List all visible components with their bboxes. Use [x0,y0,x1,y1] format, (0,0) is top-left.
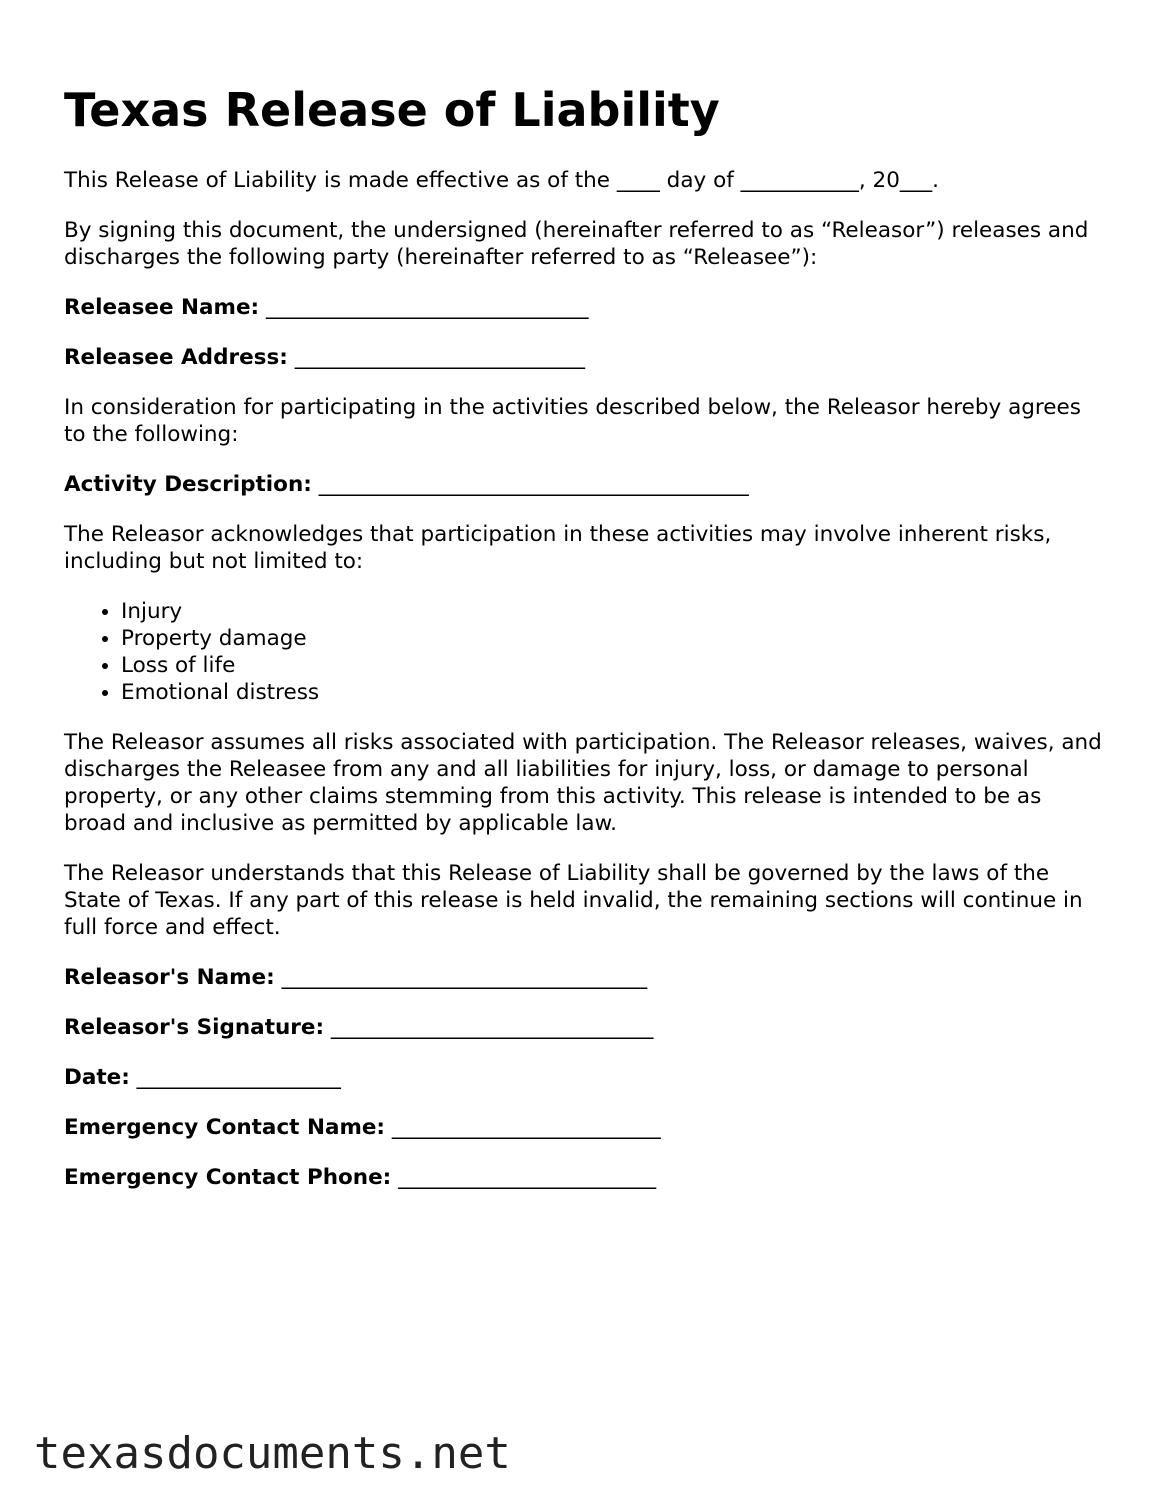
releasee-name-label: Releasee Name: [64,295,260,320]
emergency-contact-phone-field[interactable] [64,1164,1104,1191]
releasor-name-blank[interactable]: __________________________________ [281,965,648,990]
activity-description-blank[interactable]: ________________________________________ [318,472,749,497]
intro-parties-paragraph: By signing this document, the undersigned (hereinafter referred to as “Releasor”) releases and discharges the following party (hereinafter referred to as “Releasee”): [64,218,1089,270]
list-item: • Injury [121,598,1104,625]
releasee-address-field[interactable] [64,344,1104,371]
governing-law-paragraph: The Releasor understands that this Release of Liability shall be governed by the laws of the State of Texas. If any part of this release is held invalid, the remaining sections will continue in full force and effect. [64,861,1083,940]
watermark: texasdocuments.net [34,1428,511,1479]
risks-intro-paragraph: The Releasor acknowledges that participation in these activities may involve inherent risks, including but not limited to: [64,522,1052,574]
emergency-contact-name-field[interactable] [64,1114,1104,1141]
emergency-contact-phone-blank[interactable]: ________________________ [398,1165,657,1190]
date-label: Date: [64,1065,130,1090]
emergency-contact-name-blank[interactable]: _________________________ [391,1115,661,1140]
document-title: Texas Release of Liability [64,83,720,137]
list-item: • Loss of life [121,652,1104,679]
releasee-address-blank[interactable]: ___________________________ [294,345,585,370]
releasor-signature-blank[interactable]: ______________________________ [330,1015,654,1040]
assumption-paragraph: The Releasor assumes all risks associated with participation. The Releasor releases, waives, and discharges the Releasee from any and all liabilities for injury, loss, or damage to personal property, or any other claims stemming from this activity. This release is intended to be as broad and inclusive as permitted by applicable law. [64,730,1102,836]
risks-list [64,598,1104,706]
activity-description-field[interactable] [64,471,1104,498]
releasor-signature-field[interactable] [64,1014,1104,1041]
releasor-name-field[interactable] [64,964,1104,991]
releasor-signature-label: Releasor's Signature: [64,1015,325,1040]
list-item: • Property damage [121,625,1104,652]
releasee-name-blank[interactable]: ______________________________ [265,295,589,320]
list-item: • Emotional distress [121,679,1104,706]
emergency-contact-name-label: Emergency Contact Name: [64,1115,386,1140]
releasee-name-field[interactable] [64,294,1104,321]
date-field[interactable] [64,1064,1104,1091]
document-body [64,167,1104,1214]
activity-description-label: Activity Description: [64,472,312,497]
releasee-address-label: Releasee Address: [64,345,288,370]
consideration-paragraph: In consideration for participating in the activities described below, the Releasor hereby agrees to the following: [64,395,1081,447]
intro-effective-paragraph: This Release of Liability is made effective as of the ____ day of ___________, 20___. [64,168,939,193]
emergency-contact-phone-label: Emergency Contact Phone: [64,1165,392,1190]
releasor-name-label: Releasor's Name: [64,965,275,990]
date-blank[interactable]: ___________________ [136,1065,341,1090]
